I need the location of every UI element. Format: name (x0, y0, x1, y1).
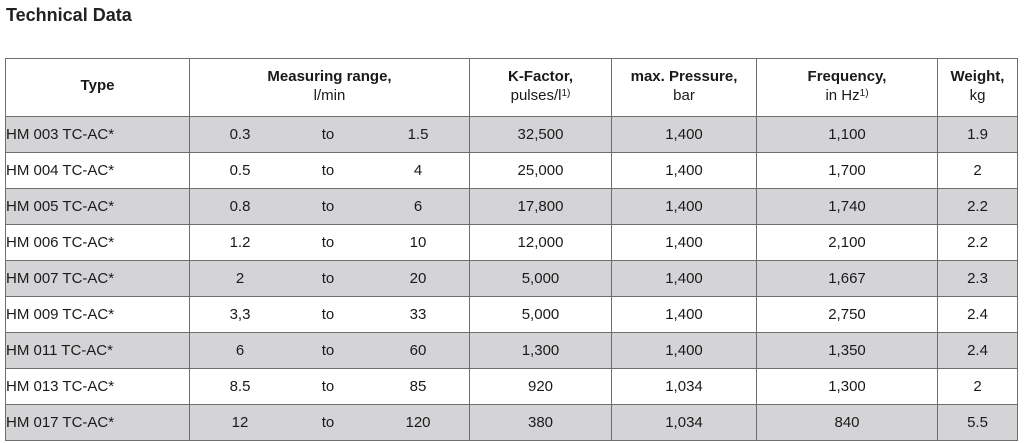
table-row (6, 117, 1018, 153)
table-row (6, 153, 1018, 189)
cell-type: HM 003 TC-AC* (6, 117, 190, 153)
table-row (6, 261, 1018, 297)
cell-weight: 2.2 (938, 189, 1018, 225)
table-header-row (6, 59, 1018, 117)
range-from-value: 2 (235, 270, 245, 287)
cell-type: HM 011 TC-AC* (6, 333, 190, 369)
cell-type: HM 005 TC-AC* (6, 189, 190, 225)
cell-type: HM 017 TC-AC* (6, 405, 190, 441)
cell-weight: 2.4 (938, 333, 1018, 369)
range-to-word: to (321, 378, 335, 395)
cell-frequency: 2,100 (757, 225, 938, 261)
cell-kfactor: 25,000 (470, 153, 612, 189)
col-kfactor-unit: pulses/l (510, 86, 562, 104)
table-row (6, 333, 1018, 369)
cell-frequency: 1,100 (757, 117, 938, 153)
technical-data-table (5, 58, 1018, 441)
col-pressure-unit: bar (673, 86, 695, 104)
cell-type: HM 006 TC-AC* (6, 225, 190, 261)
range-to-word: to (321, 162, 335, 179)
cell-kfactor: 5,000 (470, 297, 612, 333)
col-header-kfactor (470, 59, 612, 117)
cell-kfactor: 17,800 (470, 189, 612, 225)
cell-measuring-range (190, 225, 470, 261)
range-to-word: to (321, 270, 335, 287)
range-to-word: to (321, 126, 335, 143)
range-end-value: 85 (409, 378, 427, 395)
col-kfactor-footnote: 1) (561, 87, 571, 99)
cell-measuring-range (190, 153, 470, 189)
cell-frequency: 1,700 (757, 153, 938, 189)
col-header-frequency (757, 59, 938, 117)
cell-measuring-range (190, 189, 470, 225)
cell-weight: 2.4 (938, 297, 1018, 333)
table-row (6, 189, 1018, 225)
cell-type: HM 009 TC-AC* (6, 297, 190, 333)
range-end-value: 10 (409, 234, 427, 251)
cell-frequency: 840 (757, 405, 938, 441)
range-from-value: 3,3 (229, 306, 251, 323)
cell-measuring-range (190, 333, 470, 369)
range-to-word: to (321, 306, 335, 323)
cell-weight: 2 (938, 153, 1018, 189)
cell-type: HM 007 TC-AC* (6, 261, 190, 297)
range-from-value: 0.8 (229, 198, 251, 215)
cell-measuring-range (190, 297, 470, 333)
col-frequency-unit: in Hz (825, 86, 860, 104)
table-row (6, 297, 1018, 333)
cell-pressure: 1,400 (612, 153, 757, 189)
cell-pressure: 1,400 (612, 297, 757, 333)
range-end-value: 4 (413, 162, 423, 179)
range-end-value: 33 (409, 306, 427, 323)
col-frequency-label: Frequency, (807, 67, 887, 85)
col-header-weight (938, 59, 1018, 117)
cell-kfactor: 5,000 (470, 261, 612, 297)
range-from-value: 0.5 (229, 162, 251, 179)
page-title: Technical Data (6, 5, 132, 25)
cell-kfactor: 920 (470, 369, 612, 405)
col-weight-label: Weight, (950, 67, 1005, 85)
cell-measuring-range (190, 369, 470, 405)
col-weight-unit: kg (969, 86, 986, 104)
col-range-unit: l/min (313, 86, 346, 104)
col-frequency-footnote: 1) (859, 87, 869, 99)
range-from-value: 12 (231, 414, 249, 431)
cell-kfactor: 380 (470, 405, 612, 441)
col-header-pressure (612, 59, 757, 117)
cell-pressure: 1,400 (612, 225, 757, 261)
range-end-value: 120 (405, 414, 431, 431)
col-header-range (190, 59, 470, 117)
range-to-word: to (321, 234, 335, 251)
cell-weight: 2.2 (938, 225, 1018, 261)
cell-measuring-range (190, 117, 470, 153)
cell-type: HM 004 TC-AC* (6, 153, 190, 189)
range-from-value: 8.5 (229, 378, 251, 395)
col-type-label: Type (80, 77, 115, 94)
cell-weight: 1.9 (938, 117, 1018, 153)
cell-pressure: 1,034 (612, 369, 757, 405)
range-end-value: 20 (409, 270, 427, 287)
cell-frequency: 2,750 (757, 297, 938, 333)
table-body (6, 117, 1018, 441)
range-to-word: to (321, 414, 335, 431)
cell-weight: 2.3 (938, 261, 1018, 297)
cell-weight: 2 (938, 369, 1018, 405)
cell-pressure: 1,400 (612, 333, 757, 369)
table-row (6, 369, 1018, 405)
cell-frequency: 1,350 (757, 333, 938, 369)
col-header-type (6, 59, 190, 117)
range-from-value: 1.2 (229, 234, 251, 251)
range-end-value: 60 (409, 342, 427, 359)
cell-kfactor: 12,000 (470, 225, 612, 261)
table-row (6, 405, 1018, 441)
cell-frequency: 1,667 (757, 261, 938, 297)
cell-type: HM 013 TC-AC* (6, 369, 190, 405)
col-pressure-label: max. Pressure, (630, 67, 738, 85)
range-from-value: 0.3 (229, 126, 251, 143)
cell-frequency: 1,740 (757, 189, 938, 225)
cell-pressure: 1,400 (612, 189, 757, 225)
range-from-value: 6 (235, 342, 245, 359)
cell-kfactor: 1,300 (470, 333, 612, 369)
range-to-word: to (321, 342, 335, 359)
table-row (6, 225, 1018, 261)
cell-pressure: 1,400 (612, 261, 757, 297)
cell-frequency: 1,300 (757, 369, 938, 405)
cell-pressure: 1,034 (612, 405, 757, 441)
range-end-value: 1.5 (407, 126, 429, 143)
cell-pressure: 1,400 (612, 117, 757, 153)
range-to-word: to (321, 198, 335, 215)
range-end-value: 6 (413, 198, 423, 215)
cell-weight: 5.5 (938, 405, 1018, 441)
col-kfactor-label: K-Factor, (507, 67, 573, 85)
cell-measuring-range (190, 405, 470, 441)
cell-kfactor: 32,500 (470, 117, 612, 153)
col-range-label: Measuring range, (267, 67, 392, 85)
cell-measuring-range (190, 261, 470, 297)
